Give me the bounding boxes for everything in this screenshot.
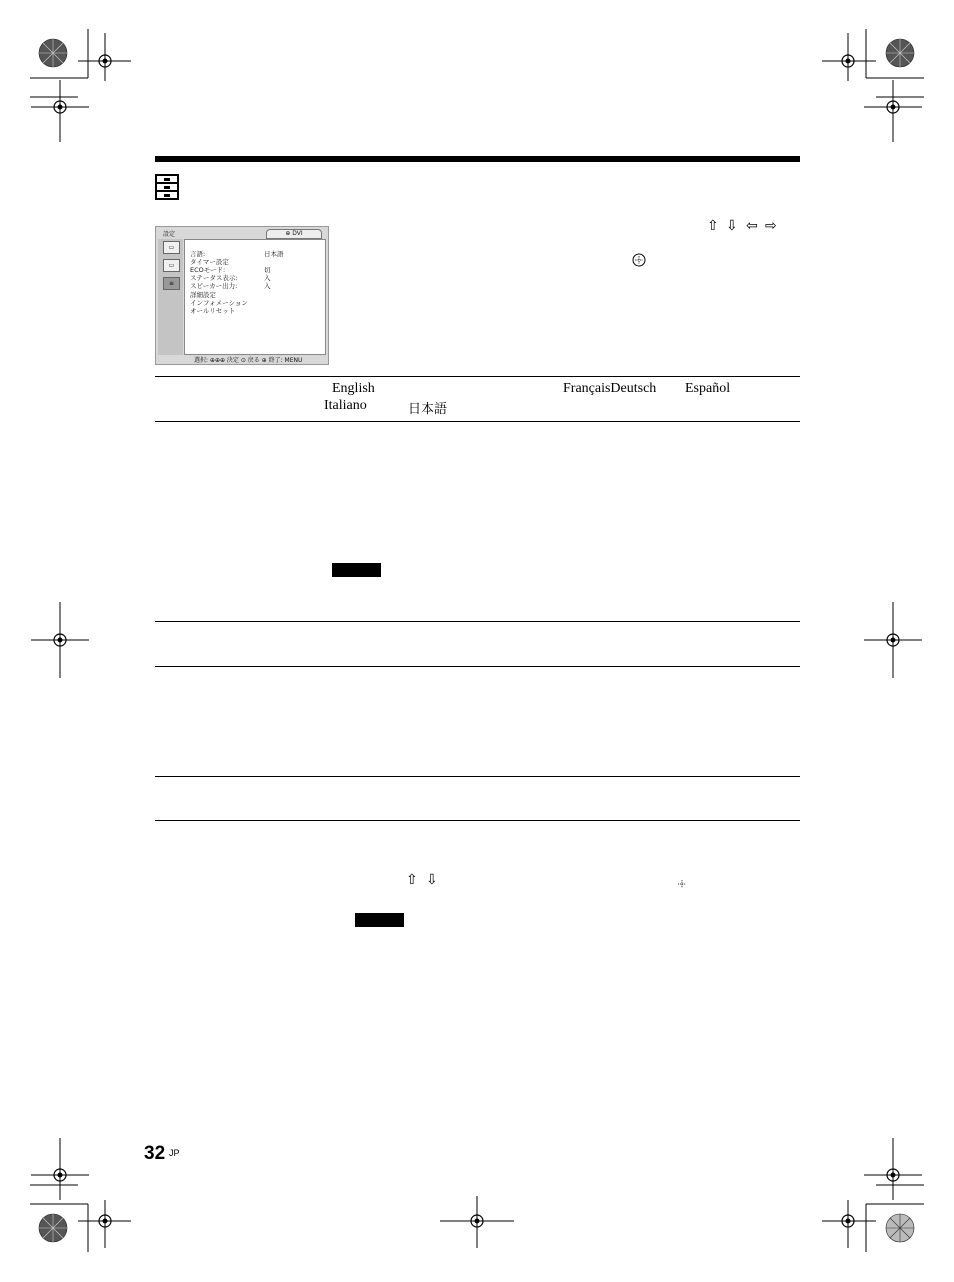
down-arrow-icon: ⇩ bbox=[426, 872, 438, 888]
table-rule bbox=[155, 621, 800, 622]
right-arrow-icon: ⇨ bbox=[765, 218, 777, 234]
table-rule bbox=[155, 820, 800, 821]
osd-title: 設定 bbox=[163, 231, 176, 238]
enter-button-icon bbox=[632, 253, 646, 267]
osd-item: スピーカー出力: bbox=[190, 282, 238, 290]
osd-sidebar bbox=[158, 239, 183, 355]
language-francais-deutsch: FrançaisDeutsch bbox=[563, 381, 657, 396]
osd-item: インフォメーション bbox=[190, 299, 248, 307]
osd-value: 日本語 bbox=[264, 250, 284, 258]
osd-value: 入 bbox=[264, 274, 271, 282]
table-rule bbox=[155, 376, 800, 377]
osd-sound-icon: ▭ bbox=[163, 259, 180, 272]
table-rule bbox=[155, 421, 800, 422]
language-italiano: Italiano bbox=[324, 398, 367, 413]
up-arrow-icon: ⇧ bbox=[406, 872, 418, 888]
language-espanol: Español bbox=[685, 381, 731, 396]
settings-menu-icon bbox=[155, 174, 179, 200]
table-rule bbox=[155, 666, 800, 667]
up-arrow-icon: ⇧ bbox=[707, 218, 719, 234]
osd-item: オールリセット bbox=[190, 307, 236, 315]
osd-menu-screenshot bbox=[155, 226, 329, 365]
osd-value: 入 bbox=[264, 282, 271, 290]
osd-setup-icon: ≡ bbox=[163, 277, 180, 290]
osd-picture-icon: ▭ bbox=[163, 241, 180, 254]
page-number-suffix: JP bbox=[169, 1148, 180, 1158]
table-rule bbox=[155, 776, 800, 777]
osd-item: 詳細設定 bbox=[190, 291, 216, 299]
note-label-box bbox=[355, 913, 404, 927]
osd-item: ECOモード: bbox=[190, 266, 226, 274]
down-arrow-icon: ⇩ bbox=[726, 218, 738, 234]
osd-source-tab: ⊕ DVI bbox=[266, 229, 322, 239]
page-number: 32 bbox=[144, 1143, 166, 1164]
section-header-rule bbox=[155, 156, 800, 162]
note-label-box bbox=[332, 563, 381, 577]
osd-item: 言語: bbox=[190, 250, 206, 258]
osd-footer: 選択: ⊕⊕⊕ 決定 ⊙ 戻る ⊕ 終了: MENU bbox=[194, 357, 303, 364]
enter-button-icon bbox=[678, 880, 686, 888]
osd-panel bbox=[184, 239, 326, 355]
osd-value: 切 bbox=[264, 266, 271, 274]
language-japanese: 日本語 bbox=[408, 402, 448, 417]
language-english: English bbox=[332, 381, 375, 396]
osd-item: タイマー設定 bbox=[190, 258, 229, 266]
osd-item: ステータス表示: bbox=[190, 274, 238, 282]
left-arrow-icon: ⇦ bbox=[746, 218, 758, 234]
